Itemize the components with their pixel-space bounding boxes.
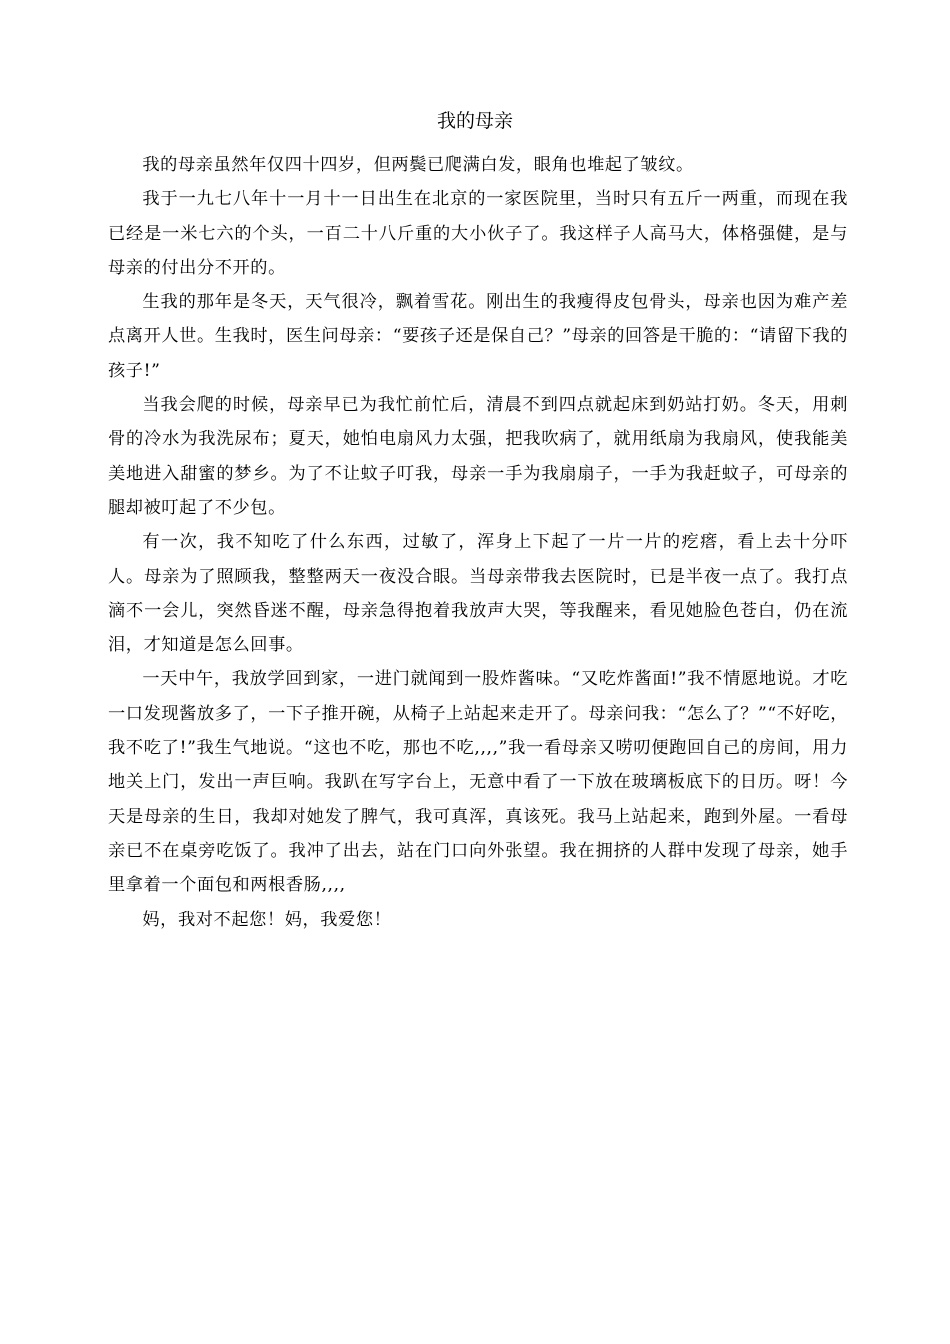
paragraph: 当我会爬的时候，母亲早已为我忙前忙后，清晨不到四点就起床到奶站打奶。冬天，用刺骨的冷水为我洗尿布；夏天，她怕电扇风力太强，把我吹病了，就用纸扇为我扇风，使我能美美地进入甜蜜的梦乡。为了不让蚊子叮我，母亲一手为我扇扇子，一手为我赶蚊子，可母亲的腿却被叮起了不少包。	[108, 395, 848, 518]
essay-title: 我的母亲	[436, 110, 513, 132]
paragraph: 我于一九七八年十一月十一日出生在北京的一家医院里，当时只有五斤一两重，而现在我已经是一米七六的个头，一百二十八斤重的大小伙子了。我这样子人高马大，体格强健，是与母亲的付出分不开的。	[108, 189, 848, 278]
paragraph: 妈，我对不起您！妈，我爱您！	[142, 909, 392, 930]
essay-body	[108, 148, 848, 937]
paragraph: 一天中午，我放学回到家，一进门就闻到一股炸酱味。“又吃炸酱面!”我不情愿地说。才吃一口发现酱放多了，一下子推开碗，从椅子上站起来走开了。母亲问我：“怎么了？”“不好吃，我不吃了!”我生气地说。“这也不吃，那也不吃,,,,”我一看母亲又唠叨便跑回自己的房间，用力地关上门，发出一声巨响。我趴在写字台上，无意中看了一下放在玻璃板底下的日历。呀！今天是母亲的生日，我却对她发了脾气，我可真浑，真该死。我马上站起来，跑到外屋。一看母亲已不在桌旁吃饭了。我冲了出去，站在门口向外张望。我在拥挤的人群中发现了母亲，她手里拿着一个面包和两根香肠,,,,	[108, 669, 848, 896]
paragraph: 我的母亲虽然年仅四十四岁，但两鬓已爬满白发，眼角也堆起了皱纹。	[142, 155, 694, 175]
paragraph: 有一次，我不知吃了什么东西，过敏了，浑身上下起了一片一片的疙瘩，看上去十分吓人。母亲为了照顾我，整整两天一夜没合眼。当母亲带我去医院时，已是半夜一点了。我打点滴不一会儿，突然昏迷不醒，母亲急得抱着我放声大哭，等我醒来，看见她脸色苍白，仍在流泪，才知道是怎么回事。	[108, 532, 848, 656]
paragraph: 生我的那年是冬天，天气很冷，飘着雪花。刚出生的我瘦得皮包骨头，母亲也因为难产差点离开人世。生我时，医生问母亲：“要孩子还是保自己？”母亲的回答是干脆的：“请留下我的孩子!”	[108, 292, 848, 381]
